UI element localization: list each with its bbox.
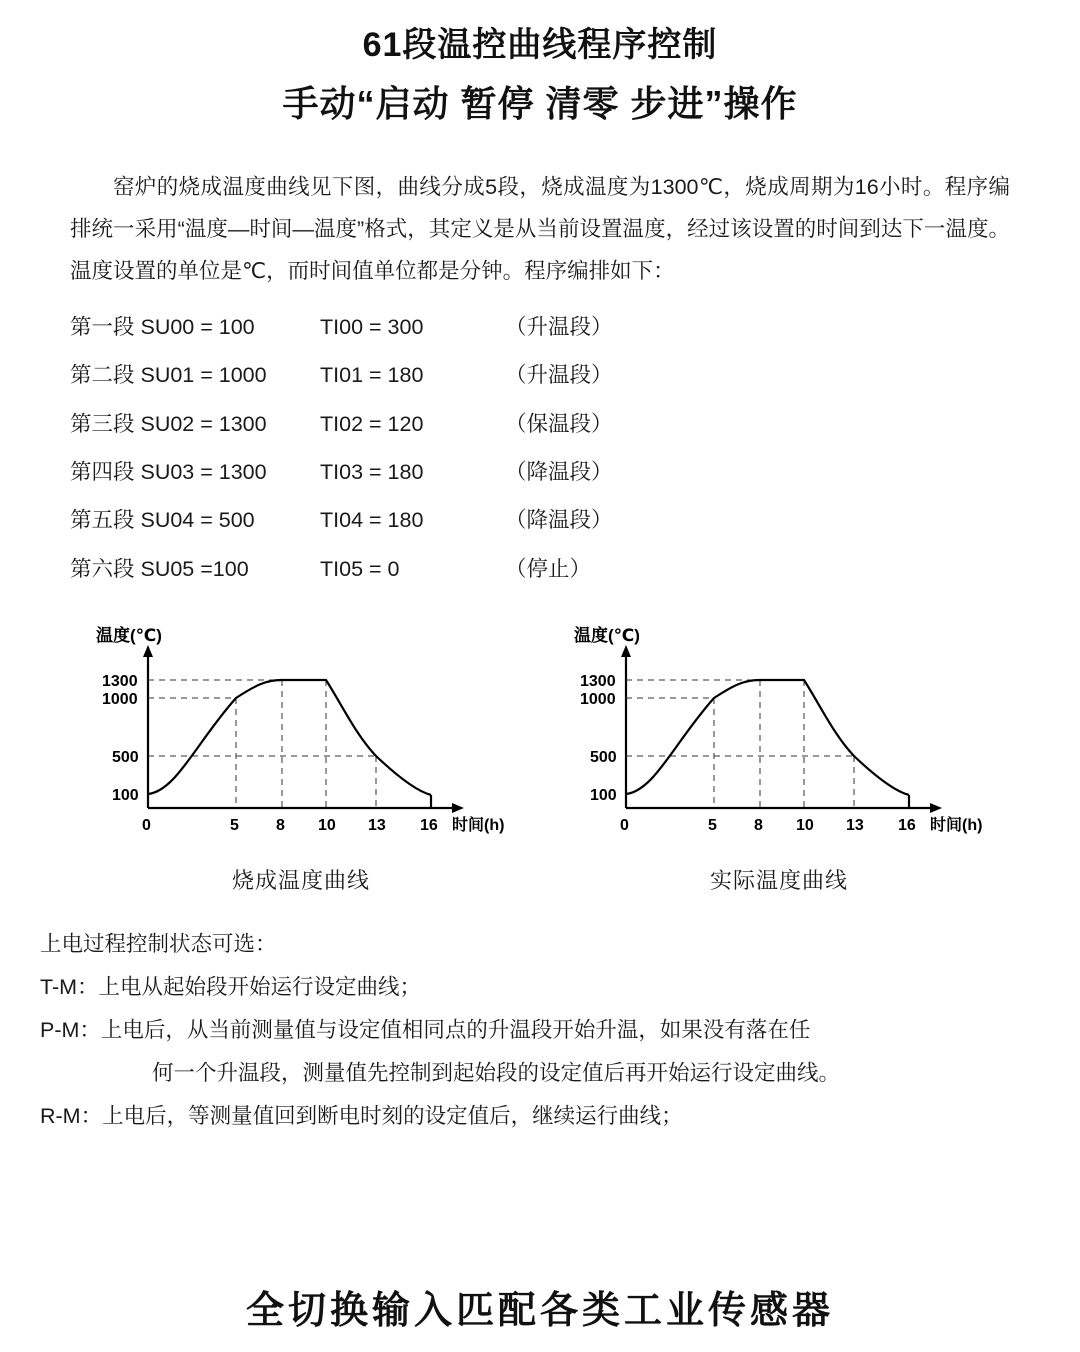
- page-title-line-1: 61段温控曲线程序控制: [362, 26, 718, 64]
- chart-svg-target: [86, 623, 516, 853]
- segment-row: [70, 496, 1010, 544]
- segment-row: [70, 351, 1010, 399]
- note-item-rm: [40, 1095, 1040, 1138]
- segment-note: （升温段）: [505, 363, 613, 388]
- segment-setpoint: 第六段 SU05 =100: [70, 556, 249, 581]
- notes-section: [40, 923, 1040, 1138]
- chart-ylabel: 温度(℃): [574, 626, 640, 646]
- intro-paragraph-container: [70, 167, 1010, 293]
- segment-time: TI05 = 0: [320, 556, 400, 581]
- note-text: 上电从起始段开始运行设定曲线；: [98, 975, 422, 1000]
- chart-xtick-10: 10: [796, 817, 814, 835]
- chart-ytick-500: 500: [112, 749, 139, 767]
- chart-xtick-0: 0: [142, 817, 151, 835]
- chart-xtick-8: 8: [754, 817, 763, 835]
- segment-setpoint: 第二段 SU01 = 1000: [70, 363, 267, 388]
- intro-paragraph: 窑炉的烧成温度曲线见下图，曲线分成5段，烧成温度为1300℃，烧成周期为16小时。程序编排统一采用“温度—时间—温度”格式，其定义是从当前设置温度，经过该设置的时间到达下一温度。温度设置的单位是℃，而时间值单位都是分钟。程序编排如下：: [70, 175, 1010, 283]
- note-text: 上电后，等测量值回到断电时刻的设定值后，继续运行曲线；: [102, 1104, 683, 1129]
- note-text-continuation: 何一个升温段，测量值先控制到起始段的设定值后再开始运行设定曲线。: [152, 1061, 841, 1086]
- chart-caption-target: 烧成温度曲线: [231, 868, 370, 894]
- charts-row: [0, 623, 1080, 895]
- segment-time: TI02 = 120: [320, 411, 424, 436]
- segment-note: （停止）: [505, 556, 592, 581]
- note-label: P-M：: [40, 1018, 101, 1043]
- segment-setpoint: 第四段 SU03 = 1300: [70, 459, 267, 484]
- segment-setpoint: 第五段 SU04 = 500: [70, 508, 255, 533]
- notes-heading: 上电过程控制状态可选：: [40, 932, 277, 957]
- segment-row: [70, 448, 1010, 496]
- page-title-line-2: 手动“启动 暂停 清零 步进”操作: [282, 83, 798, 124]
- note-text: 上电后，从当前测量值与设定值相同点的升温段开始升温，如果没有落在任: [100, 1018, 811, 1043]
- chart-xlabel: 时间(h): [930, 817, 983, 835]
- chart-ytick-500: 500: [590, 749, 617, 767]
- chart-ylabel: 温度(℃): [96, 626, 162, 646]
- chart-actual-curve: [564, 623, 994, 895]
- title-block: [0, 0, 1080, 131]
- chart-svg-actual: [564, 623, 994, 853]
- footer-banner: 全切换输入匹配各类工业传感器: [245, 1290, 834, 1332]
- chart-xtick-5: 5: [230, 817, 239, 835]
- chart-ytick-1300: 1300: [102, 673, 138, 691]
- chart-xtick-16: 16: [898, 817, 916, 835]
- segment-note: （降温段）: [505, 459, 613, 484]
- chart-caption-actual: 实际温度曲线: [709, 868, 848, 894]
- chart-xtick-10: 10: [318, 817, 336, 835]
- chart-xtick-16: 16: [420, 817, 438, 835]
- note-item-pm: [40, 1009, 1040, 1052]
- chart-ytick-1300: 1300: [580, 673, 616, 691]
- segment-row: [70, 303, 1010, 351]
- chart-ytick-1000: 1000: [580, 691, 616, 709]
- segment-time: TI00 = 300: [320, 314, 424, 339]
- segment-row: [70, 400, 1010, 448]
- segment-setpoint: 第三段 SU02 = 1300: [70, 411, 267, 436]
- chart-xtick-13: 13: [846, 817, 864, 835]
- chart-xlabel: 时间(h): [452, 817, 505, 835]
- segment-note: （降温段）: [505, 508, 613, 533]
- segment-setpoint: 第一段 SU00 = 100: [70, 314, 255, 339]
- segment-time: TI01 = 180: [320, 363, 424, 388]
- chart-target-curve: [86, 623, 516, 895]
- segment-row: [70, 545, 1010, 593]
- chart-xtick-8: 8: [276, 817, 285, 835]
- note-item-tm: [40, 966, 1040, 1009]
- note-label: R-M：: [40, 1104, 103, 1129]
- segment-list: [70, 303, 1010, 593]
- chart-ytick-100: 100: [590, 787, 617, 805]
- note-label: T-M：: [40, 975, 99, 1000]
- chart-xtick-5: 5: [708, 817, 717, 835]
- chart-xtick-0: 0: [620, 817, 629, 835]
- chart-ytick-100: 100: [112, 787, 139, 805]
- segment-time: TI03 = 180: [320, 459, 424, 484]
- segment-note: （升温段）: [505, 314, 613, 339]
- chart-xtick-13: 13: [368, 817, 386, 835]
- segment-note: （保温段）: [505, 411, 613, 436]
- segment-time: TI04 = 180: [320, 508, 424, 533]
- chart-ytick-1000: 1000: [102, 691, 138, 709]
